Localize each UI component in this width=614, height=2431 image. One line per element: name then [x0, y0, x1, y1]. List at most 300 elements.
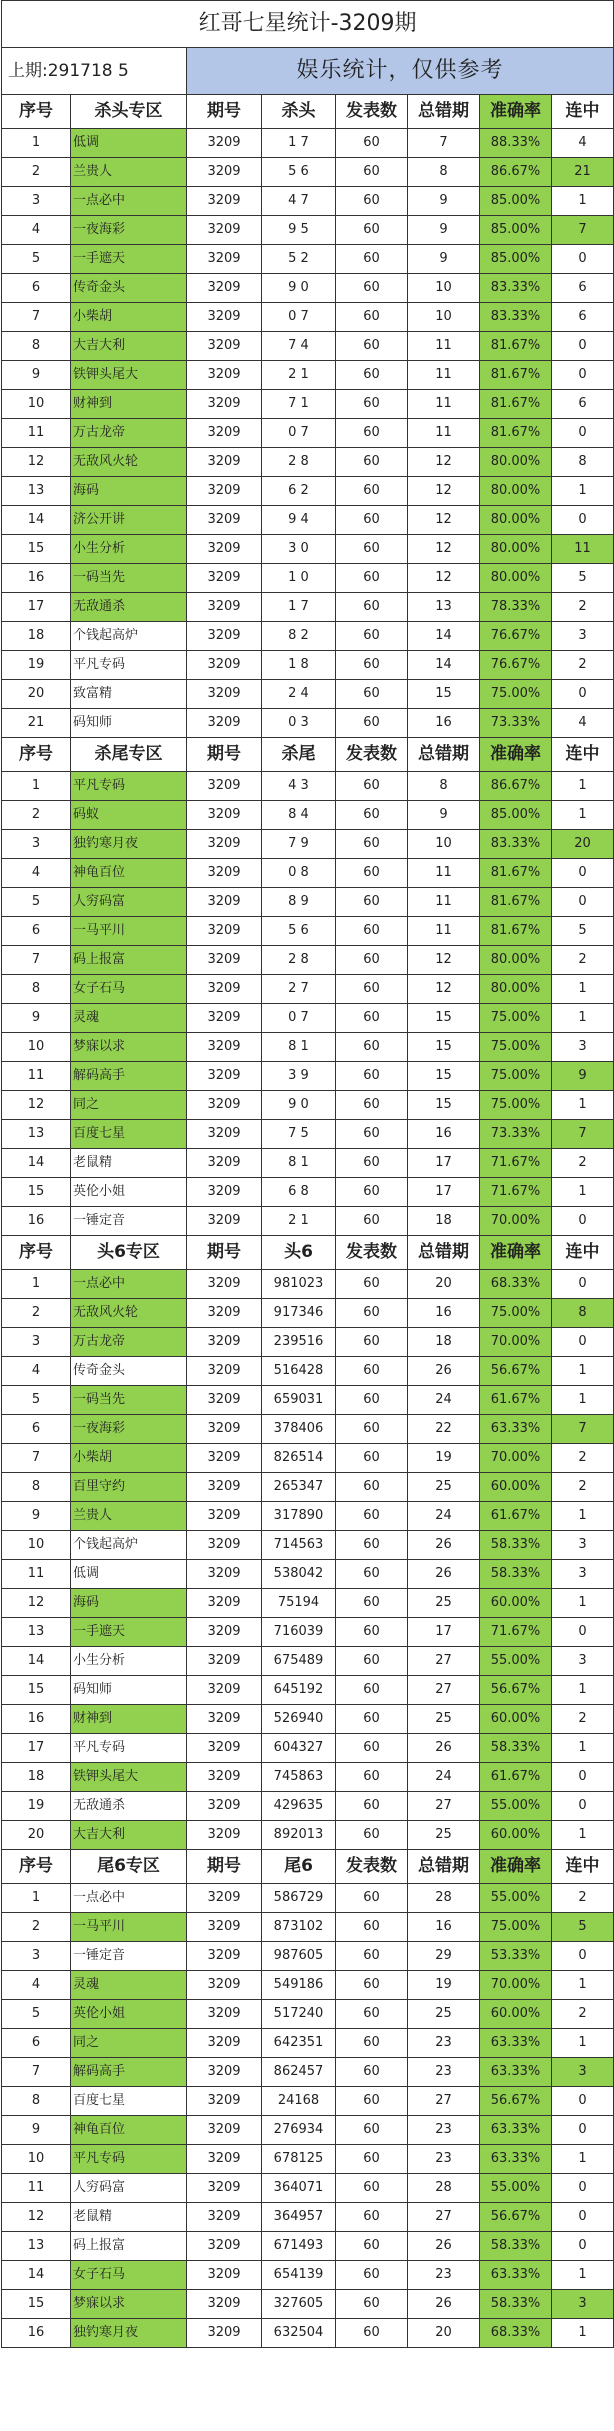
cell-period: 3209	[187, 2058, 262, 2087]
cell-streak: 2	[552, 1884, 614, 1913]
section-header-row	[2, 95, 614, 129]
table-row	[2, 1705, 614, 1734]
cell-accuracy: 85.00%	[480, 216, 552, 245]
cell-period: 3209	[187, 1913, 262, 1942]
cell-total-errors: 25	[408, 1589, 480, 1618]
table-row	[2, 2290, 614, 2319]
cell-published: 60	[336, 859, 408, 888]
cell-index: 16	[2, 564, 71, 593]
cell-index: 5	[2, 245, 71, 274]
cell-accuracy: 63.33%	[480, 2145, 552, 2174]
cell-index: 7	[2, 2058, 71, 2087]
cell-accuracy: 70.00%	[480, 1207, 552, 1236]
table-row	[2, 477, 614, 506]
cell-index: 15	[2, 1178, 71, 1207]
cell-value: 714563	[262, 1531, 336, 1560]
cell-streak: 7	[552, 1415, 614, 1444]
cell-total-errors: 16	[408, 1120, 480, 1149]
cell-accuracy: 55.00%	[480, 2174, 552, 2203]
column-header-accuracy: 准确率	[480, 95, 552, 129]
cell-streak: 0	[552, 2232, 614, 2261]
cell-published: 60	[336, 274, 408, 303]
column-header-period: 期号	[187, 1850, 262, 1884]
cell-accuracy: 71.67%	[480, 1178, 552, 1207]
cell-accuracy: 53.33%	[480, 1942, 552, 1971]
cell-name: 个钱起高炉	[71, 1531, 187, 1560]
cell-streak: 1	[552, 1589, 614, 1618]
cell-accuracy: 63.33%	[480, 2029, 552, 2058]
column-header-streak: 连中	[552, 95, 614, 129]
cell-accuracy: 55.00%	[480, 1884, 552, 1913]
cell-value: 75194	[262, 1589, 336, 1618]
cell-accuracy: 83.33%	[480, 274, 552, 303]
cell-accuracy: 55.00%	[480, 1792, 552, 1821]
cell-name: 码知师	[71, 1676, 187, 1705]
cell-published: 60	[336, 419, 408, 448]
cell-period: 3209	[187, 1502, 262, 1531]
cell-name: 济公开讲	[71, 506, 187, 535]
cell-streak: 0	[552, 2203, 614, 2232]
cell-accuracy: 73.33%	[480, 709, 552, 738]
cell-name: 财神到	[71, 390, 187, 419]
column-header-name: 尾6专区	[71, 1850, 187, 1884]
table-row	[2, 2087, 614, 2116]
cell-total-errors: 9	[408, 187, 480, 216]
cell-value: 9 4	[262, 506, 336, 535]
cell-accuracy: 61.67%	[480, 1386, 552, 1415]
cell-total-errors: 12	[408, 975, 480, 1004]
cell-accuracy: 61.67%	[480, 1502, 552, 1531]
column-header-name: 杀头专区	[71, 95, 187, 129]
cell-accuracy: 58.33%	[480, 2290, 552, 2319]
table-row	[2, 709, 614, 738]
cell-name: 一点必中	[71, 1270, 187, 1299]
last-period-result: 上期:291718 5	[2, 48, 187, 95]
table-row	[2, 1792, 614, 1821]
cell-period: 3209	[187, 303, 262, 332]
cell-period: 3209	[187, 1560, 262, 1589]
cell-value: 2 8	[262, 448, 336, 477]
cell-period: 3209	[187, 1328, 262, 1357]
cell-streak: 6	[552, 390, 614, 419]
cell-name: 解码高手	[71, 2058, 187, 2087]
cell-streak: 0	[552, 506, 614, 535]
table-row	[2, 1647, 614, 1676]
cell-period: 3209	[187, 448, 262, 477]
cell-index: 9	[2, 1502, 71, 1531]
cell-value: 2 7	[262, 975, 336, 1004]
table-row	[2, 593, 614, 622]
cell-total-errors: 10	[408, 274, 480, 303]
cell-published: 60	[336, 390, 408, 419]
cell-value: 5 2	[262, 245, 336, 274]
cell-streak: 5	[552, 1913, 614, 1942]
cell-total-errors: 14	[408, 622, 480, 651]
cell-value: 8 9	[262, 888, 336, 917]
column-header-value: 头6	[262, 1236, 336, 1270]
cell-name: 无敌风火轮	[71, 448, 187, 477]
cell-total-errors: 17	[408, 1178, 480, 1207]
page-title: 红哥七星统计-3209期	[2, 1, 614, 48]
cell-name: 小柴胡	[71, 303, 187, 332]
table-row	[2, 651, 614, 680]
cell-period: 3209	[187, 888, 262, 917]
cell-streak: 2	[552, 2000, 614, 2029]
cell-accuracy: 83.33%	[480, 303, 552, 332]
cell-index: 4	[2, 216, 71, 245]
cell-value: 239516	[262, 1328, 336, 1357]
cell-period: 3209	[187, 2000, 262, 2029]
section-header-row	[2, 1236, 614, 1270]
cell-streak: 3	[552, 2290, 614, 2319]
cell-published: 60	[336, 1821, 408, 1850]
cell-index: 10	[2, 2145, 71, 2174]
table-row	[2, 535, 614, 564]
cell-period: 3209	[187, 245, 262, 274]
cell-value: 671493	[262, 2232, 336, 2261]
cell-period: 3209	[187, 1589, 262, 1618]
cell-streak: 0	[552, 245, 614, 274]
cell-index: 13	[2, 1120, 71, 1149]
cell-period: 3209	[187, 1120, 262, 1149]
cell-period: 3209	[187, 946, 262, 975]
table-row	[2, 1676, 614, 1705]
cell-accuracy: 80.00%	[480, 564, 552, 593]
cell-period: 3209	[187, 390, 262, 419]
cell-streak: 2	[552, 1473, 614, 1502]
cell-period: 3209	[187, 680, 262, 709]
cell-published: 60	[336, 303, 408, 332]
cell-streak: 6	[552, 303, 614, 332]
cell-value: 6 2	[262, 477, 336, 506]
cell-value: 892013	[262, 1821, 336, 1850]
cell-streak: 0	[552, 859, 614, 888]
cell-published: 60	[336, 1386, 408, 1415]
cell-period: 3209	[187, 332, 262, 361]
cell-streak: 0	[552, 1763, 614, 1792]
cell-period: 3209	[187, 1149, 262, 1178]
cell-period: 3209	[187, 859, 262, 888]
cell-value: 265347	[262, 1473, 336, 1502]
cell-index: 12	[2, 2203, 71, 2232]
cell-value: 517240	[262, 2000, 336, 2029]
cell-streak: 1	[552, 2145, 614, 2174]
cell-published: 60	[336, 1473, 408, 1502]
cell-total-errors: 13	[408, 593, 480, 622]
cell-total-errors: 26	[408, 1734, 480, 1763]
cell-index: 6	[2, 1415, 71, 1444]
cell-total-errors: 12	[408, 477, 480, 506]
stats-table	[1, 0, 614, 2348]
cell-period: 3209	[187, 2145, 262, 2174]
cell-value: 364957	[262, 2203, 336, 2232]
cell-total-errors: 22	[408, 1415, 480, 1444]
cell-period: 3209	[187, 1705, 262, 1734]
cell-index: 5	[2, 2000, 71, 2029]
cell-period: 3209	[187, 830, 262, 859]
cell-value: 675489	[262, 1647, 336, 1676]
cell-period: 3209	[187, 1647, 262, 1676]
cell-name: 大吉大利	[71, 332, 187, 361]
cell-total-errors: 11	[408, 859, 480, 888]
table-row	[2, 1942, 614, 1971]
cell-period: 3209	[187, 917, 262, 946]
cell-streak: 0	[552, 1792, 614, 1821]
cell-period: 3209	[187, 801, 262, 830]
table-row	[2, 1560, 614, 1589]
cell-accuracy: 70.00%	[480, 1971, 552, 2000]
cell-name: 一夜海彩	[71, 216, 187, 245]
table-row	[2, 1386, 614, 1415]
cell-index: 12	[2, 1091, 71, 1120]
table-row	[2, 129, 614, 158]
cell-period: 3209	[187, 1357, 262, 1386]
cell-value: 7 1	[262, 390, 336, 419]
cell-accuracy: 75.00%	[480, 1091, 552, 1120]
cell-total-errors: 9	[408, 216, 480, 245]
cell-period: 3209	[187, 975, 262, 1004]
cell-value: 2 1	[262, 1207, 336, 1236]
table-row	[2, 419, 614, 448]
cell-name: 铁钾头尾大	[71, 1763, 187, 1792]
cell-published: 60	[336, 651, 408, 680]
cell-published: 60	[336, 680, 408, 709]
cell-streak: 2	[552, 1444, 614, 1473]
cell-index: 15	[2, 2290, 71, 2319]
cell-name: 码上报富	[71, 946, 187, 975]
cell-period: 3209	[187, 129, 262, 158]
cell-total-errors: 24	[408, 1763, 480, 1792]
column-header-total-errors: 总错期	[408, 1850, 480, 1884]
cell-value: 516428	[262, 1357, 336, 1386]
table-row	[2, 448, 614, 477]
cell-total-errors: 11	[408, 361, 480, 390]
cell-value: 873102	[262, 1913, 336, 1942]
column-header-index: 序号	[2, 1850, 71, 1884]
cell-accuracy: 75.00%	[480, 1299, 552, 1328]
cell-streak: 1	[552, 2029, 614, 2058]
cell-total-errors: 16	[408, 1913, 480, 1942]
cell-published: 60	[336, 1357, 408, 1386]
cell-name: 一锤定音	[71, 1942, 187, 1971]
cell-published: 60	[336, 535, 408, 564]
cell-index: 2	[2, 801, 71, 830]
cell-index: 14	[2, 1149, 71, 1178]
table-row	[2, 1207, 614, 1236]
cell-accuracy: 55.00%	[480, 1647, 552, 1676]
cell-name: 平凡专码	[71, 1734, 187, 1763]
cell-published: 60	[336, 622, 408, 651]
table-row	[2, 1884, 614, 1913]
cell-streak: 1	[552, 1357, 614, 1386]
cell-streak: 0	[552, 2116, 614, 2145]
cell-value: 7 5	[262, 1120, 336, 1149]
column-header-total-errors: 总错期	[408, 738, 480, 772]
cell-value: 327605	[262, 2290, 336, 2319]
cell-published: 60	[336, 1560, 408, 1589]
cell-period: 3209	[187, 1618, 262, 1647]
cell-streak: 0	[552, 888, 614, 917]
cell-name: 个钱起高炉	[71, 622, 187, 651]
cell-accuracy: 60.00%	[480, 2000, 552, 2029]
cell-published: 60	[336, 1502, 408, 1531]
cell-published: 60	[336, 187, 408, 216]
cell-total-errors: 11	[408, 419, 480, 448]
cell-value: 9 0	[262, 274, 336, 303]
cell-period: 3209	[187, 1270, 262, 1299]
column-header-streak: 连中	[552, 1850, 614, 1884]
cell-total-errors: 25	[408, 2000, 480, 2029]
cell-streak: 6	[552, 274, 614, 303]
cell-index: 4	[2, 859, 71, 888]
cell-name: 万古龙帝	[71, 419, 187, 448]
cell-name: 英伦小姐	[71, 2000, 187, 2029]
cell-period: 3209	[187, 622, 262, 651]
table-row	[2, 2174, 614, 2203]
cell-value: 8 4	[262, 801, 336, 830]
cell-value: 642351	[262, 2029, 336, 2058]
table-row	[2, 1149, 614, 1178]
cell-accuracy: 63.33%	[480, 2058, 552, 2087]
cell-value: 4 7	[262, 187, 336, 216]
cell-index: 11	[2, 1062, 71, 1091]
cell-streak: 2	[552, 1149, 614, 1178]
cell-index: 18	[2, 622, 71, 651]
cell-streak: 20	[552, 830, 614, 859]
cell-index: 9	[2, 2116, 71, 2145]
disclaimer-banner: 娱乐统计，仅供参考	[187, 48, 614, 95]
cell-streak: 5	[552, 564, 614, 593]
cell-published: 60	[336, 2058, 408, 2087]
cell-streak: 8	[552, 1299, 614, 1328]
cell-index: 17	[2, 1734, 71, 1763]
table-row	[2, 2116, 614, 2145]
cell-period: 3209	[187, 1178, 262, 1207]
cell-accuracy: 61.67%	[480, 1763, 552, 1792]
cell-published: 60	[336, 1705, 408, 1734]
cell-value: 8 1	[262, 1149, 336, 1178]
cell-name: 女子石马	[71, 2261, 187, 2290]
cell-published: 60	[336, 2000, 408, 2029]
cell-name: 灵魂	[71, 1971, 187, 2000]
cell-total-errors: 27	[408, 2087, 480, 2116]
cell-accuracy: 71.67%	[480, 1149, 552, 1178]
table-row	[2, 1328, 614, 1357]
cell-name: 英伦小姐	[71, 1178, 187, 1207]
cell-name: 小柴胡	[71, 1444, 187, 1473]
cell-value: 745863	[262, 1763, 336, 1792]
cell-published: 60	[336, 801, 408, 830]
cell-value: 24168	[262, 2087, 336, 2116]
cell-published: 60	[336, 2232, 408, 2261]
cell-published: 60	[336, 506, 408, 535]
cell-value: 1 7	[262, 129, 336, 158]
cell-period: 3209	[187, 216, 262, 245]
cell-streak: 3	[552, 1033, 614, 1062]
cell-name: 一夜海彩	[71, 1415, 187, 1444]
cell-index: 11	[2, 1560, 71, 1589]
table-row	[2, 361, 614, 390]
cell-name: 铁钾头尾大	[71, 361, 187, 390]
cell-accuracy: 81.67%	[480, 888, 552, 917]
cell-value: 716039	[262, 1618, 336, 1647]
cell-streak: 1	[552, 1386, 614, 1415]
cell-published: 60	[336, 448, 408, 477]
cell-index: 9	[2, 361, 71, 390]
table-row	[2, 2029, 614, 2058]
cell-name: 兰贵人	[71, 158, 187, 187]
cell-published: 60	[336, 593, 408, 622]
cell-value: 2 8	[262, 946, 336, 975]
cell-streak: 9	[552, 1062, 614, 1091]
section-header-row	[2, 738, 614, 772]
cell-period: 3209	[187, 1004, 262, 1033]
column-header-accuracy: 准确率	[480, 1236, 552, 1270]
cell-accuracy: 80.00%	[480, 535, 552, 564]
cell-published: 60	[336, 830, 408, 859]
cell-name: 同之	[71, 2029, 187, 2058]
cell-total-errors: 26	[408, 1560, 480, 1589]
cell-index: 5	[2, 888, 71, 917]
cell-period: 3209	[187, 535, 262, 564]
cell-value: 364071	[262, 2174, 336, 2203]
column-header-accuracy: 准确率	[480, 1850, 552, 1884]
cell-accuracy: 80.00%	[480, 477, 552, 506]
cell-total-errors: 19	[408, 1971, 480, 2000]
table-row	[2, 1821, 614, 1850]
table-row	[2, 187, 614, 216]
cell-published: 60	[336, 2116, 408, 2145]
cell-accuracy: 75.00%	[480, 1033, 552, 1062]
cell-period: 3209	[187, 1033, 262, 1062]
cell-value: 378406	[262, 1415, 336, 1444]
cell-period: 3209	[187, 1415, 262, 1444]
cell-streak: 1	[552, 1821, 614, 1850]
cell-name: 兰贵人	[71, 1502, 187, 1531]
cell-streak: 3	[552, 1531, 614, 1560]
cell-accuracy: 81.67%	[480, 419, 552, 448]
cell-accuracy: 60.00%	[480, 1821, 552, 1850]
cell-period: 3209	[187, 2319, 262, 2348]
table-row	[2, 859, 614, 888]
cell-value: 586729	[262, 1884, 336, 1913]
cell-published: 60	[336, 2029, 408, 2058]
cell-published: 60	[336, 2174, 408, 2203]
cell-published: 60	[336, 1734, 408, 1763]
cell-total-errors: 16	[408, 709, 480, 738]
cell-total-errors: 12	[408, 506, 480, 535]
table-row	[2, 2000, 614, 2029]
table-row	[2, 274, 614, 303]
cell-total-errors: 15	[408, 1091, 480, 1120]
cell-name: 老鼠精	[71, 2203, 187, 2232]
cell-total-errors: 11	[408, 332, 480, 361]
cell-name: 一手遮天	[71, 245, 187, 274]
cell-index: 1	[2, 129, 71, 158]
cell-accuracy: 56.67%	[480, 2203, 552, 2232]
cell-streak: 21	[552, 158, 614, 187]
cell-published: 60	[336, 361, 408, 390]
cell-published: 60	[336, 1763, 408, 1792]
cell-period: 3209	[187, 2174, 262, 2203]
cell-index: 8	[2, 332, 71, 361]
cell-value: 604327	[262, 1734, 336, 1763]
table-row	[2, 2145, 614, 2174]
cell-name: 同之	[71, 1091, 187, 1120]
cell-published: 60	[336, 1589, 408, 1618]
table-row	[2, 830, 614, 859]
cell-total-errors: 25	[408, 1705, 480, 1734]
